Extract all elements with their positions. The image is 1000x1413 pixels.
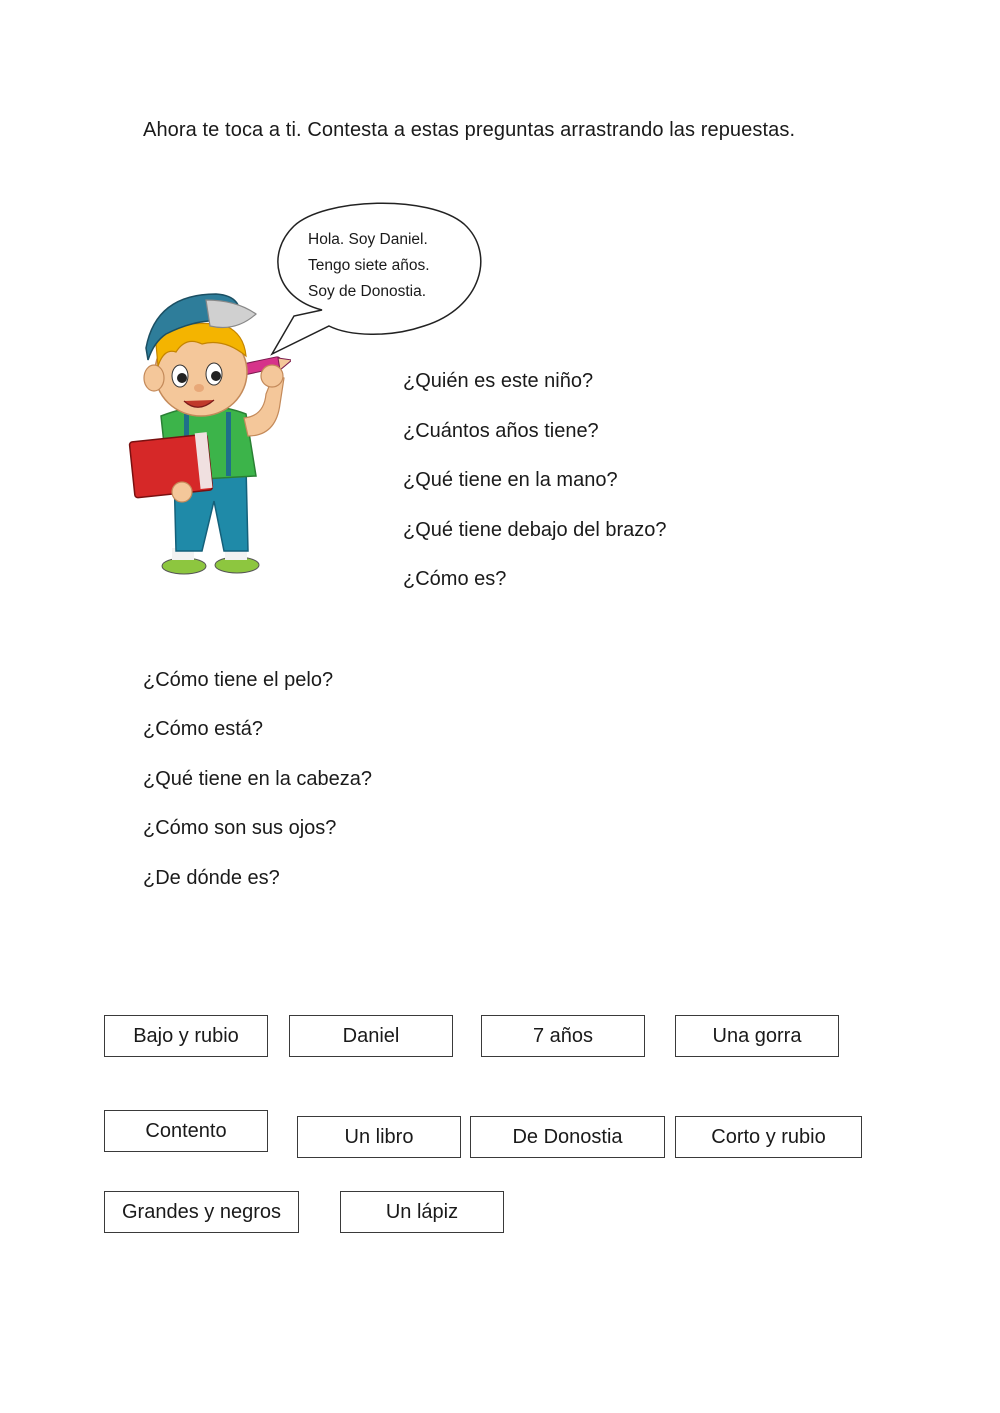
question: ¿Qué tiene en la cabeza?: [143, 768, 373, 790]
question: ¿Qué tiene debajo del brazo?: [403, 519, 667, 541]
answer-card-corto-y-rubio[interactable]: Corto y rubio: [675, 1116, 862, 1158]
answer-card-un-libro[interactable]: Un libro: [297, 1116, 461, 1158]
answer-card-bajo-y-rubio[interactable]: Bajo y rubio: [104, 1015, 268, 1057]
question: ¿Cómo está?: [143, 718, 264, 740]
answer-card-una-gorra[interactable]: Una gorra: [675, 1015, 839, 1057]
question: ¿De dónde es?: [143, 867, 280, 889]
answer-card-7-anos[interactable]: 7 años: [481, 1015, 645, 1057]
answer-card-de-donostia[interactable]: De Donostia: [470, 1116, 665, 1158]
answer-card-un-lapiz[interactable]: Un lápiz: [340, 1191, 504, 1233]
answer-card-contento[interactable]: Contento: [104, 1110, 268, 1152]
question: ¿Cómo son sus ojos?: [143, 817, 337, 839]
bubble-line: Hola. Soy Daniel.: [308, 231, 428, 248]
question: ¿Cómo tiene el pelo?: [143, 669, 334, 691]
question: ¿Cuántos años tiene?: [403, 420, 599, 442]
speech-bubble-text: [308, 227, 430, 305]
answer-card-daniel[interactable]: Daniel: [289, 1015, 453, 1057]
question: ¿Qué tiene en la mano?: [403, 469, 618, 491]
bubble-line: Tengo siete años.: [308, 257, 430, 274]
question: ¿Cómo es?: [403, 568, 507, 590]
boy-illustration: [106, 286, 291, 578]
question: ¿Quién es este niño?: [403, 370, 594, 392]
bubble-line: Soy de Donostia.: [308, 283, 427, 300]
instruction-text: Ahora te toca a ti. Contesta a estas preguntas arrastrando las repuestas.: [143, 119, 796, 141]
answer-card-grandes-y-negros[interactable]: Grandes y negros: [104, 1191, 299, 1233]
